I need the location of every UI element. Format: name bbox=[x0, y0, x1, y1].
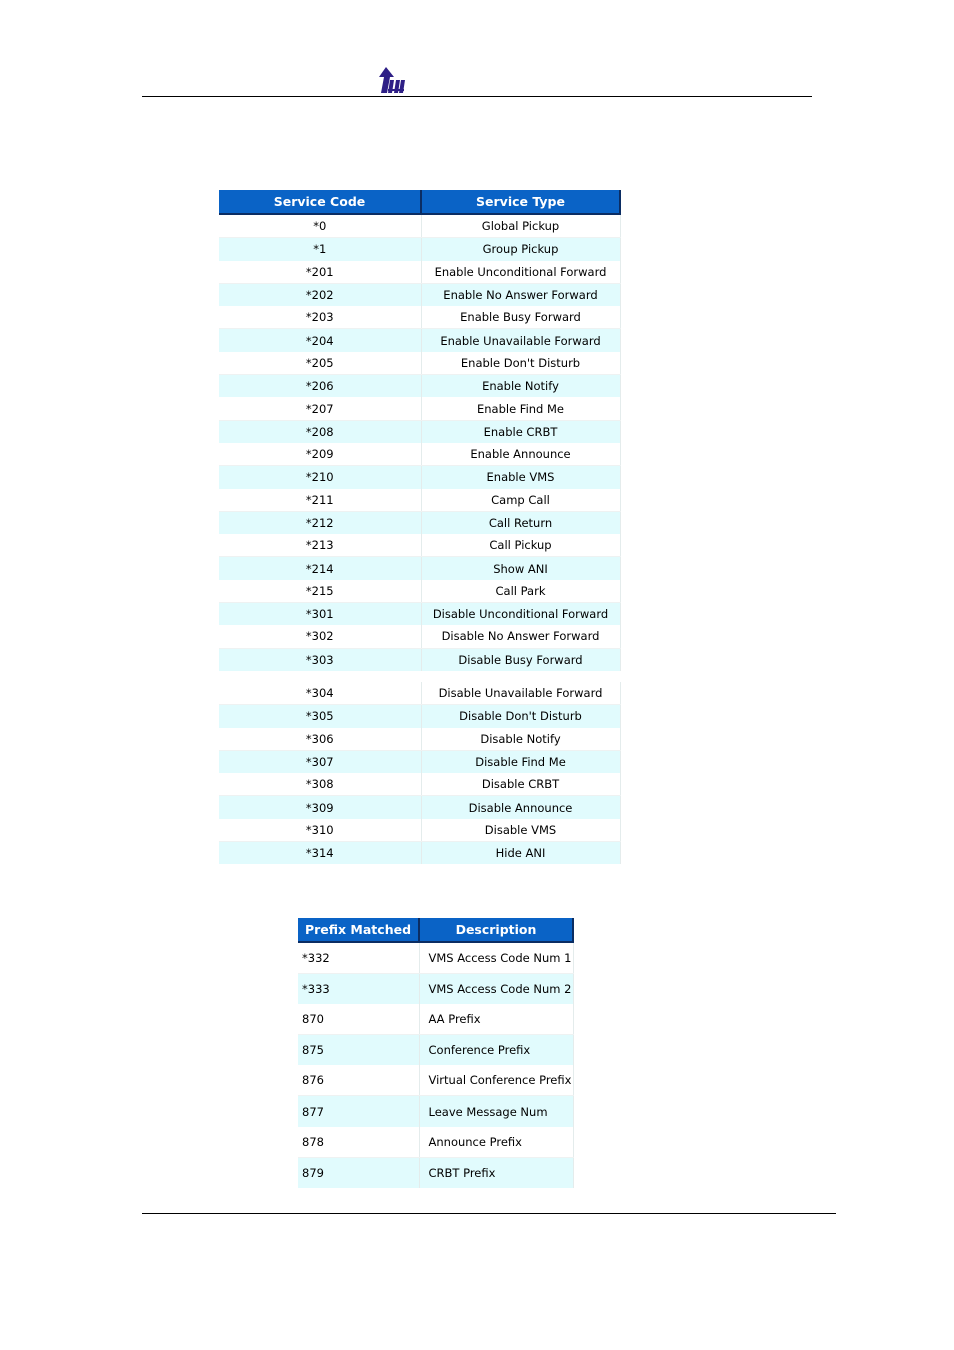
description-cell: Leave Message Num bbox=[419, 1096, 573, 1127]
table-row bbox=[219, 648, 620, 671]
table-row bbox=[298, 1004, 573, 1035]
description-cell: Disable Notify bbox=[421, 728, 620, 751]
table-row bbox=[219, 466, 620, 489]
code-cell: *203 bbox=[219, 306, 421, 329]
description-cell: Global Pickup bbox=[421, 214, 620, 238]
description-cell: Call Return bbox=[421, 511, 620, 534]
code-cell: *207 bbox=[219, 397, 421, 420]
description-cell: Show ANI bbox=[421, 557, 620, 580]
table-row bbox=[298, 1096, 573, 1127]
description-cell: Camp Call bbox=[421, 489, 620, 512]
description-cell: Enable CRBT bbox=[421, 420, 620, 443]
column-header: Prefix Matched bbox=[298, 918, 419, 942]
code-cell: *332 bbox=[298, 942, 419, 974]
description-cell: Group Pickup bbox=[421, 238, 620, 261]
code-cell: *204 bbox=[219, 329, 421, 352]
description-cell: Conference Prefix bbox=[419, 1035, 573, 1066]
code-cell: 876 bbox=[298, 1065, 419, 1096]
table-header-row bbox=[298, 918, 573, 942]
code-cell: 870 bbox=[298, 1004, 419, 1035]
description-cell: CRBT Prefix bbox=[419, 1157, 573, 1188]
table-row bbox=[219, 750, 620, 773]
description-cell: Enable Notify bbox=[421, 375, 620, 398]
table-row bbox=[219, 214, 620, 238]
description-cell: Disable Unavailable Forward bbox=[421, 682, 620, 705]
table-row bbox=[219, 261, 620, 284]
description-cell: Virtual Conference Prefix bbox=[419, 1065, 573, 1096]
company-logo-icon bbox=[377, 67, 407, 95]
code-cell: *307 bbox=[219, 750, 421, 773]
code-cell: *308 bbox=[219, 773, 421, 796]
code-cell: *215 bbox=[219, 580, 421, 603]
description-cell: Enable Find Me bbox=[421, 397, 620, 420]
table-row bbox=[219, 420, 620, 443]
code-cell: *205 bbox=[219, 352, 421, 375]
code-cell: *303 bbox=[219, 648, 421, 671]
description-cell: Enable Don't Disturb bbox=[421, 352, 620, 375]
table-row bbox=[219, 352, 620, 375]
table-row bbox=[219, 329, 620, 352]
description-cell: Disable No Answer Forward bbox=[421, 625, 620, 648]
code-cell: *213 bbox=[219, 534, 421, 557]
table-row bbox=[219, 443, 620, 466]
header-rule bbox=[142, 96, 812, 97]
description-cell: Enable VMS bbox=[421, 466, 620, 489]
description-cell: Disable Busy Forward bbox=[421, 648, 620, 671]
column-header: Description bbox=[419, 918, 573, 942]
description-cell: Disable CRBT bbox=[421, 773, 620, 796]
description-cell: Enable Busy Forward bbox=[421, 306, 620, 329]
table-row bbox=[219, 842, 620, 865]
gap-cell bbox=[219, 671, 620, 682]
description-cell: Enable Unavailable Forward bbox=[421, 329, 620, 352]
table-row bbox=[219, 625, 620, 648]
description-cell: Disable Unconditional Forward bbox=[421, 603, 620, 626]
column-header: Service Code bbox=[219, 190, 421, 214]
description-cell: Enable No Answer Forward bbox=[421, 283, 620, 306]
table-row bbox=[219, 557, 620, 580]
table-row bbox=[219, 511, 620, 534]
prefix-table bbox=[298, 918, 574, 1188]
code-cell: *201 bbox=[219, 261, 421, 284]
description-cell: Disable Don't Disturb bbox=[421, 705, 620, 728]
table-row bbox=[219, 705, 620, 728]
code-cell: 875 bbox=[298, 1035, 419, 1066]
description-cell: AA Prefix bbox=[419, 1004, 573, 1035]
table-gap-row bbox=[219, 671, 620, 682]
code-cell: *212 bbox=[219, 511, 421, 534]
code-cell: *208 bbox=[219, 420, 421, 443]
table-row bbox=[298, 1035, 573, 1066]
table-row bbox=[298, 1065, 573, 1096]
table-row bbox=[298, 1127, 573, 1158]
code-cell: *306 bbox=[219, 728, 421, 751]
code-cell: *302 bbox=[219, 625, 421, 648]
code-cell: *0 bbox=[219, 214, 421, 238]
table-row bbox=[219, 728, 620, 751]
code-cell: 879 bbox=[298, 1157, 419, 1188]
code-cell: *209 bbox=[219, 443, 421, 466]
table-row bbox=[219, 238, 620, 261]
description-cell: Disable Announce bbox=[421, 796, 620, 819]
table-row bbox=[219, 682, 620, 705]
code-cell: 877 bbox=[298, 1096, 419, 1127]
description-cell: Disable Find Me bbox=[421, 750, 620, 773]
code-cell: *202 bbox=[219, 283, 421, 306]
code-cell: 878 bbox=[298, 1127, 419, 1158]
footer-rule bbox=[142, 1213, 836, 1214]
code-cell: *214 bbox=[219, 557, 421, 580]
service-code-table bbox=[219, 190, 621, 864]
table-row bbox=[219, 534, 620, 557]
column-header: Service Type bbox=[421, 190, 620, 214]
code-cell: *206 bbox=[219, 375, 421, 398]
code-cell: *210 bbox=[219, 466, 421, 489]
code-cell: *1 bbox=[219, 238, 421, 261]
code-cell: *309 bbox=[219, 796, 421, 819]
code-cell: *211 bbox=[219, 489, 421, 512]
code-cell: *304 bbox=[219, 682, 421, 705]
table-row bbox=[219, 603, 620, 626]
code-cell: *314 bbox=[219, 842, 421, 865]
table-row bbox=[219, 773, 620, 796]
description-cell: Hide ANI bbox=[421, 842, 620, 865]
code-cell: *333 bbox=[298, 974, 419, 1005]
description-cell: Disable VMS bbox=[421, 819, 620, 842]
description-cell: VMS Access Code Num 1 bbox=[419, 942, 573, 974]
description-cell: Enable Announce bbox=[421, 443, 620, 466]
table-row bbox=[219, 397, 620, 420]
table-row bbox=[219, 819, 620, 842]
description-cell: Enable Unconditional Forward bbox=[421, 261, 620, 284]
code-cell: *305 bbox=[219, 705, 421, 728]
table-row bbox=[219, 283, 620, 306]
description-cell: Call Park bbox=[421, 580, 620, 603]
table-row bbox=[298, 974, 573, 1005]
table-row bbox=[219, 375, 620, 398]
table-row bbox=[298, 942, 573, 974]
table-header-row bbox=[219, 190, 620, 214]
table-row bbox=[219, 796, 620, 819]
table-row bbox=[298, 1157, 573, 1188]
table-row bbox=[219, 580, 620, 603]
table-row bbox=[219, 489, 620, 512]
description-cell: VMS Access Code Num 2 bbox=[419, 974, 573, 1005]
table-row bbox=[219, 306, 620, 329]
code-cell: *301 bbox=[219, 603, 421, 626]
description-cell: Call Pickup bbox=[421, 534, 620, 557]
code-cell: *310 bbox=[219, 819, 421, 842]
description-cell: Announce Prefix bbox=[419, 1127, 573, 1158]
